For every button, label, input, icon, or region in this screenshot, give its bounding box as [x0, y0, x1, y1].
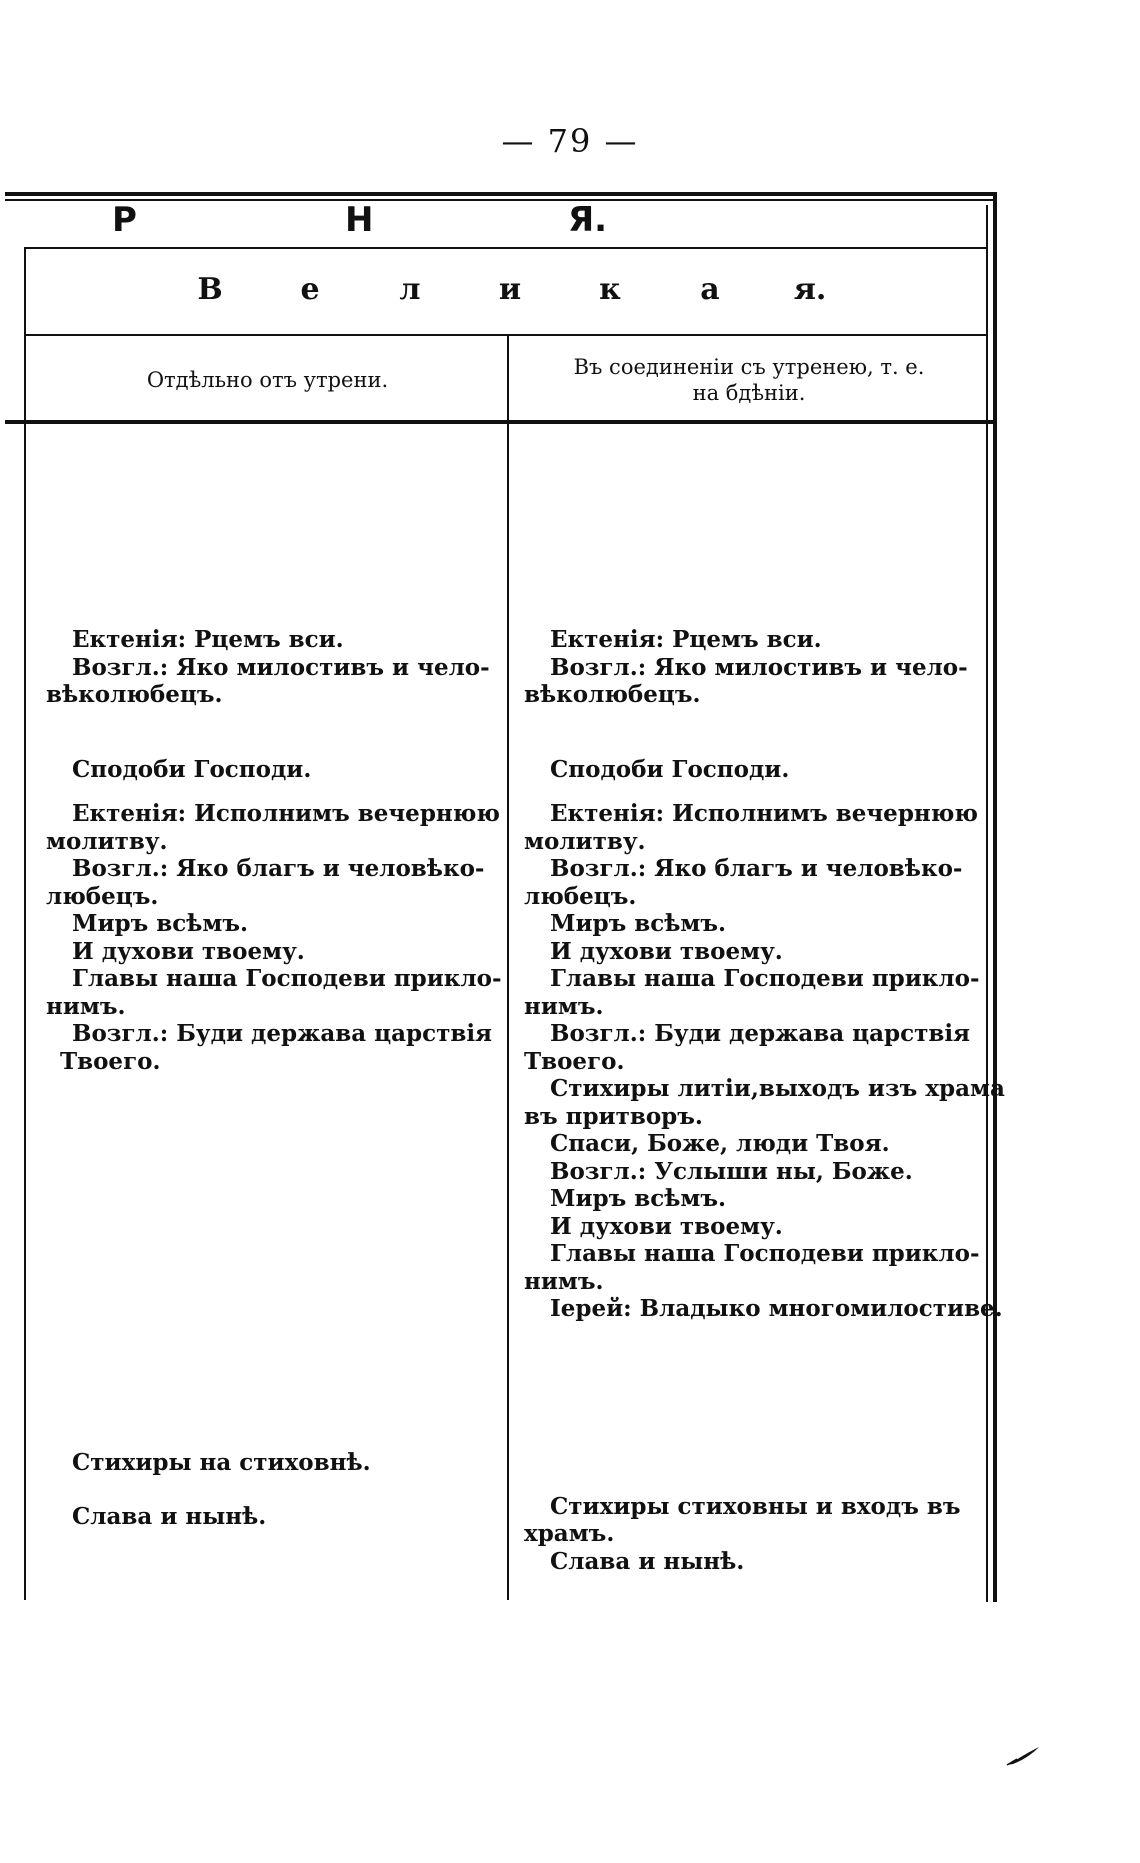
text-line: Твоего.: [524, 1047, 625, 1075]
section-heading: Сподоби Господи.: [550, 755, 790, 783]
text-line: нимъ.: [46, 992, 126, 1020]
right-column: [524, 626, 1005, 1575]
text-line: Возгл.: Буди держава царствія: [72, 1020, 493, 1047]
text-line: вѣколюбецъ.: [46, 681, 223, 708]
text-line: храмъ.: [524, 1520, 615, 1547]
title-letter: е: [300, 272, 320, 307]
text-line: любецъ.: [524, 882, 637, 910]
title-letter: и: [498, 272, 522, 307]
top-letter: Р: [112, 200, 137, 240]
text-line: И духови твоему.: [550, 1212, 783, 1240]
text-line: Стихиры на стиховнѣ.: [72, 1449, 371, 1476]
text-line: нимъ.: [524, 992, 604, 1020]
top-header-letters: [0, 200, 1000, 250]
table-top-rule: [5, 192, 997, 196]
text-line: молитву.: [46, 827, 168, 855]
title-letter: я.: [793, 272, 827, 307]
title-letter: л: [399, 272, 421, 307]
text-line: Главы наша Господеви прикло-: [550, 1240, 980, 1267]
text-line: Слава и нынѣ.: [550, 1547, 745, 1575]
text-line: Возгл.: Буди держава царствія: [550, 1020, 971, 1047]
header-rule-3: [5, 420, 997, 424]
right-column-header: [512, 354, 986, 406]
top-letter: Н: [345, 200, 374, 240]
text-line: Іерей: Владыко многомилостиве.: [550, 1295, 1003, 1322]
text-line: Миръ всѣмъ.: [550, 910, 727, 937]
left-column-header: [30, 367, 505, 393]
right-column-header-line: на бдѣніи.: [692, 381, 806, 405]
text-line: Возгл.: Яко милостивъ и чело-: [72, 653, 490, 681]
text-line: И духови твоему.: [72, 937, 305, 965]
text-line: Возгл.: Яко благъ и человѣко-: [550, 855, 963, 882]
text-line: Ектенія: Исполнимъ вечернюю: [72, 800, 500, 827]
text-line: нимъ.: [524, 1267, 604, 1295]
right-column-header-line: Въ соединеніи съ утренею, т. е.: [573, 355, 925, 379]
text-line: вѣколюбецъ.: [524, 681, 701, 708]
text-line: Стихиры литіи,выходъ изъ храма: [550, 1075, 1005, 1102]
column-divider: [507, 336, 509, 1600]
quill-icon: [1005, 1745, 1041, 1767]
text-line: Ектенія: Рцемъ вси.: [72, 626, 344, 653]
left-column: [46, 626, 502, 1530]
section-title: [190, 272, 830, 307]
text-line: И духови твоему.: [550, 937, 783, 965]
text-line: Спаси, Боже, люди Твоя.: [550, 1130, 890, 1157]
section-heading: Сподоби Господи.: [72, 755, 312, 783]
text-line: Ектенія: Рцемъ вси.: [550, 626, 822, 653]
text-line: Слава и нынѣ.: [72, 1502, 267, 1530]
text-line: Возгл.: Яко милостивъ и чело-: [550, 653, 968, 681]
table-right-border: [993, 192, 997, 1602]
title-letter: к: [599, 272, 621, 307]
text-line: Стихиры стиховны и входъ въ: [550, 1492, 961, 1520]
text-line: Главы наша Господеви приклo-: [550, 965, 980, 992]
title-letter: а: [700, 272, 720, 307]
text-line: въ притворъ.: [524, 1102, 703, 1130]
title-letter: В: [197, 272, 223, 307]
left-column-header-text: Отдѣльно отъ утрени.: [146, 368, 389, 392]
text-line: Возгл.: Услыши ны, Боже.: [550, 1157, 913, 1185]
table-right-border-inner: [986, 205, 988, 1602]
text-line: молитву.: [524, 827, 646, 855]
text-line: Главы наша Господеви приклo-: [72, 965, 502, 992]
top-letter: Я.: [568, 200, 608, 240]
header-rule-2: [24, 334, 988, 336]
table-left-border: [24, 248, 26, 1600]
page-number: — 79 —: [501, 122, 639, 160]
text-line: Миръ всѣмъ.: [550, 1185, 727, 1212]
text-line: любецъ.: [46, 882, 159, 910]
text-line: Возгл.: Яко благъ и человѣко-: [72, 855, 485, 882]
text-line: Твоего.: [60, 1047, 161, 1075]
text-line: Ектенія: Исполнимъ вечернюю: [550, 800, 978, 827]
text-line: Миръ всѣмъ.: [72, 910, 249, 937]
